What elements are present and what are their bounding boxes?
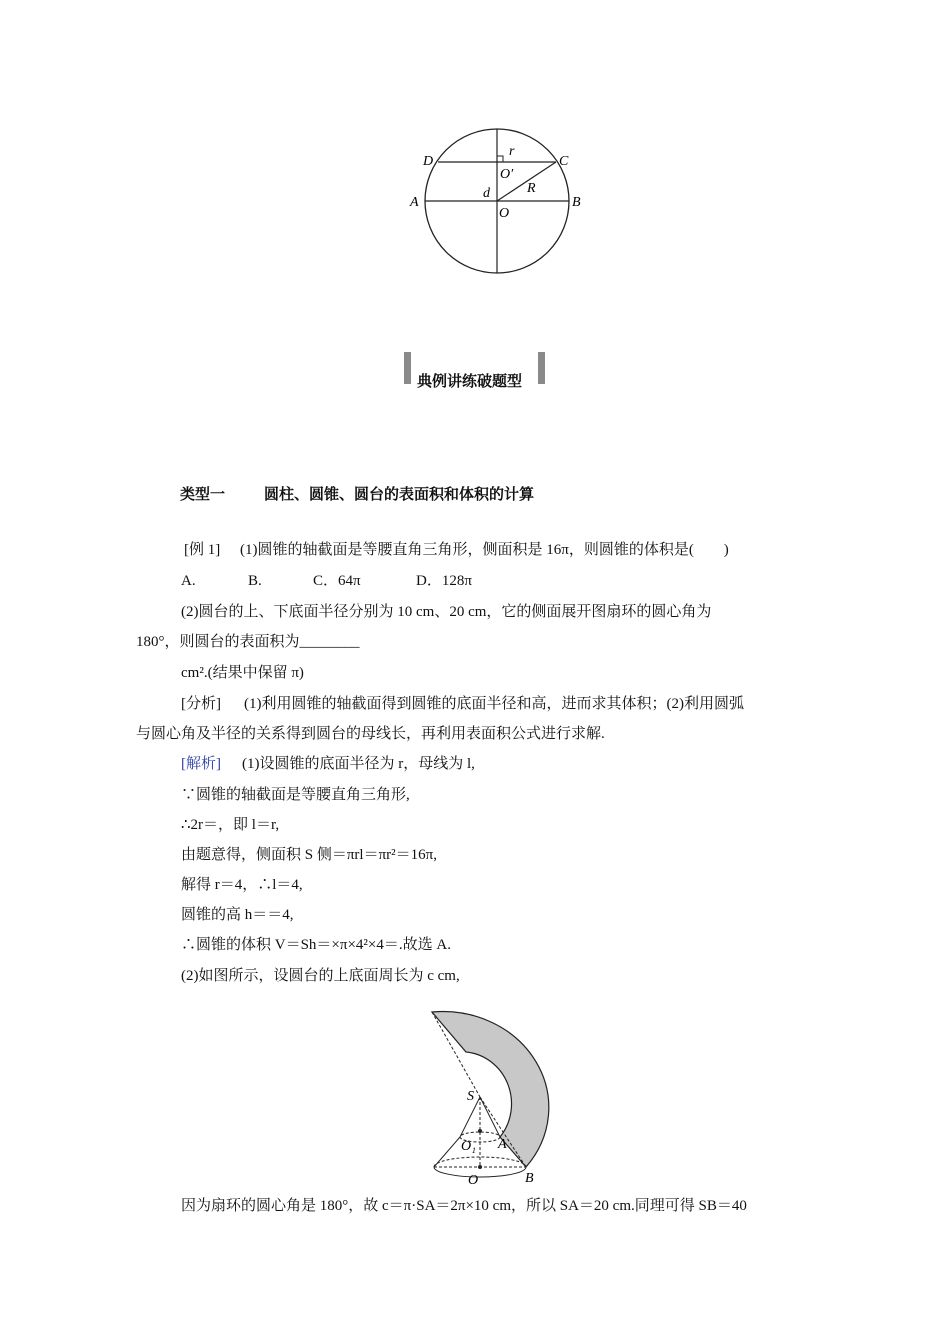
right-angle-mark xyxy=(497,156,503,162)
analysis-tag: [分析] xyxy=(181,696,221,712)
label-A: A xyxy=(498,1137,507,1152)
section-type-label: 类型一 xyxy=(180,486,226,503)
solution-line-8: (2)如图所示，设圆台的上底面周长为 c cm, xyxy=(181,968,460,984)
solution-line-2: ∵圆锥的轴截面是等腰直角三角形, xyxy=(181,787,410,803)
banner-title: 典例讲练破题型 xyxy=(417,373,523,390)
solution-tag: [解析] xyxy=(181,756,221,772)
point-O1 xyxy=(478,1129,482,1133)
label-S: S xyxy=(467,1089,474,1104)
option-d: D．128π xyxy=(416,573,472,589)
label-O: O xyxy=(468,1173,479,1188)
example-question-2-line3: cm².(结果中保留 π) xyxy=(181,665,304,681)
label-r: r xyxy=(509,144,515,159)
example-question-2-line1: (2)圆台的上、下底面半径分别为 10 cm、20 cm，它的侧面展开图扇环的圆心角为 xyxy=(181,604,712,620)
banner-right-bar xyxy=(538,352,545,384)
label-O1: O₁ xyxy=(461,1139,476,1154)
label-O-prime: O′ xyxy=(500,167,514,182)
example-question-1: (1)圆锥的轴截面是等腰直角三角形，侧面积是 16π，则圆锥的体积是( ) xyxy=(240,542,729,558)
slant-SA xyxy=(480,1097,500,1137)
label-d: d xyxy=(483,186,490,201)
label-B: B xyxy=(572,195,581,210)
example-tag: [例 1] xyxy=(184,542,221,558)
point-O xyxy=(478,1165,482,1169)
circle-chord-figure xyxy=(400,120,600,280)
analysis-line2: 与圆心角及半径的关系得到圆台的母线长，再利用表面积公式进行求解. xyxy=(136,726,605,742)
solution-line-5: 解得 r＝4，∴l＝4, xyxy=(181,877,303,893)
solution-line-4: 由题意得，侧面积 S 侧＝πrl＝πr²＝16π, xyxy=(181,847,437,863)
annulus-sector xyxy=(432,1011,549,1167)
section-title: 圆柱、圆锥、圆台的表面积和体积的计算 xyxy=(264,486,535,503)
label-D: D xyxy=(423,154,434,169)
option-a: A. xyxy=(181,573,196,589)
solution-line-6: 圆锥的高 h＝＝4, xyxy=(181,907,294,923)
solution-line-3: ∴2r＝，即 l＝r, xyxy=(181,817,280,833)
label-O: O xyxy=(499,206,510,221)
annulus-frustum-figure xyxy=(420,995,580,1190)
solution-last-line: 因为扇环的圆心角是 180°，故 c＝π·SA＝2π×10 cm，所以 SA＝20 cm.同理可得 SB＝40 xyxy=(181,1198,747,1214)
solution-line-7: ∴圆锥的体积 V＝Sh＝×π×4²×4＝.故选 A. xyxy=(181,937,451,953)
label-C: C xyxy=(559,154,569,169)
label-B: B xyxy=(525,1171,534,1186)
banner-left-bar xyxy=(404,352,411,384)
solution-line-1: (1)设圆锥的底面半径为 r，母线为 l, xyxy=(242,756,475,772)
example-question-2-line2: 180°，则圆台的表面积为________ xyxy=(136,634,360,650)
analysis-line1: (1)利用圆锥的轴截面得到圆锥的底面半径和高，进而求其体积；(2)利用圆弧 xyxy=(244,696,744,712)
label-R: R xyxy=(527,181,536,196)
option-c: C．64π xyxy=(313,573,361,589)
label-A: A xyxy=(410,195,419,210)
option-b: B. xyxy=(248,573,262,589)
